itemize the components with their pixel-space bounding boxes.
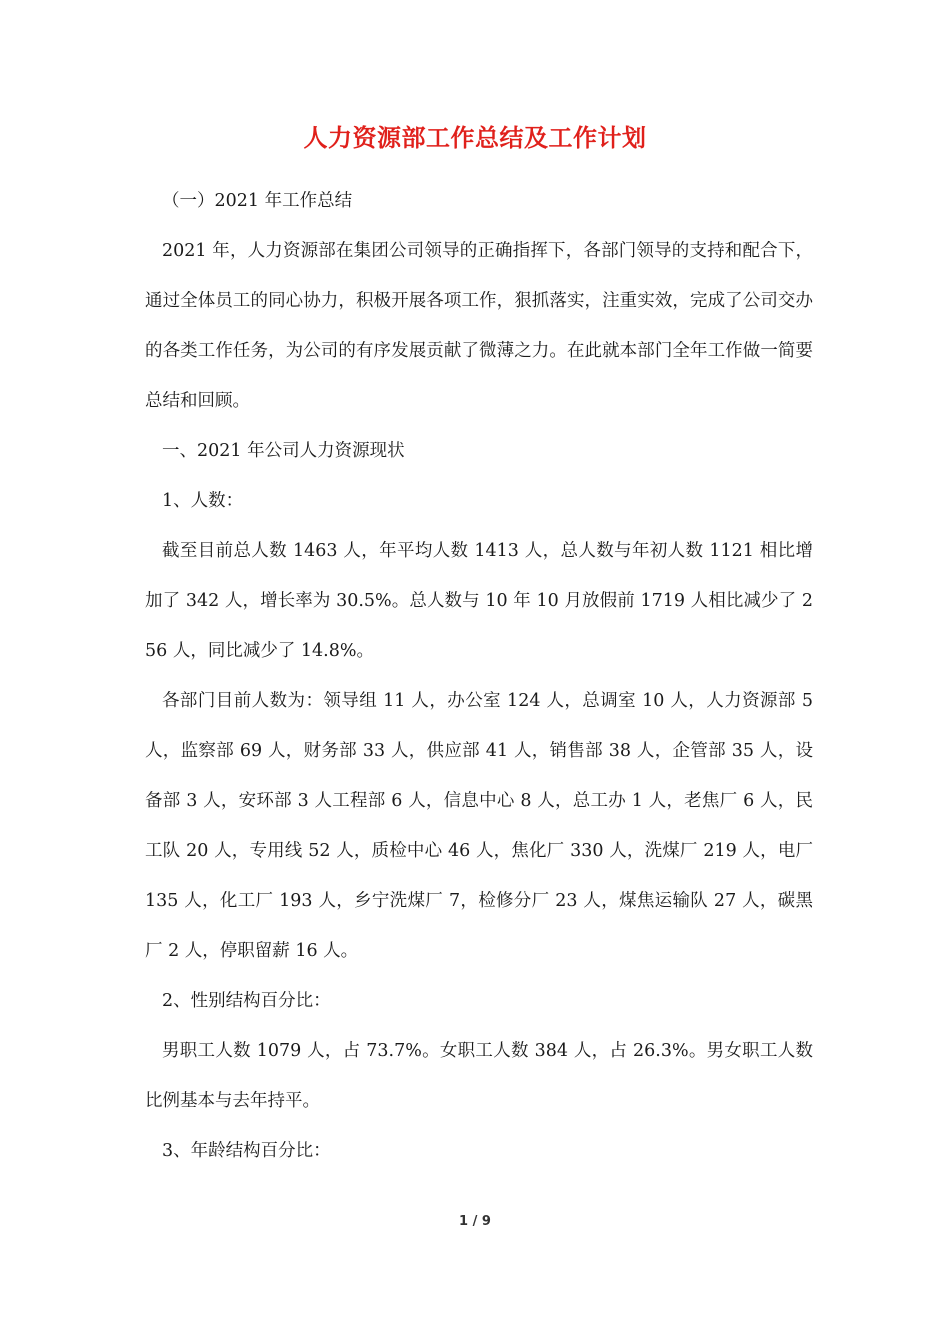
subheading-headcount: 1、人数： <box>162 491 244 511</box>
paragraph-headcount: 截至目前总人数 1463 人，年平均人数 1413 人，总人数与年初人数 1121 相比增加了 342 人，增长率为 30.5%。总人数与 10 年 10 月放假前 1719 人相比减少了 256 人，同比减少了 14.8%。 <box>145 541 813 661</box>
document-title: 人力资源部工作总结及工作计划 <box>303 124 647 152</box>
subheading-gender: 2、性别结构百分比： <box>162 991 331 1011</box>
paragraph-department-headcount: 各部门目前人数为：领导组 11 人，办公室 124 人，总调室 10 人，人力资源部 5 人，监察部 69 人，财务部 33 人，供应部 41 人，销售部 38 人，企管部 35 人，设备部 3 人，安环部 3 人工程部 6 人，信息中心 8 人，总工办 1 人，老焦厂 6 人，民工队 20 人，专用线 52 人，质检中心 46 人，焦化厂 330 人，洗煤厂 219 人，电厂 135 人，化工厂 193 人，乡宁洗煤厂 7，检修分厂 23 人，煤焦运输队 27 人，碳黑厂 2 人，停职留薪 16 人。 <box>145 691 813 961</box>
page-number: 1 / 9 <box>459 1214 491 1229</box>
document-body <box>145 176 813 1176</box>
paragraph-gender: 男职工人数 1079 人，占 73.7%。女职工人数 384 人，占 26.3%。男女职工人数比例基本与去年持平。 <box>145 1041 813 1111</box>
section-heading-hr-status: 一、2021 年公司人力资源现状 <box>162 441 405 461</box>
subheading-age: 3、年龄结构百分比： <box>162 1141 331 1161</box>
paragraph-intro: 2021 年，人力资源部在集团公司领导的正确指挥下，各部门领导的支持和配合下，通过全体员工的同心协力，积极开展各项工作，狠抓落实，注重实效，完成了公司交办的各类工作任务，为公司的有序发展贡献了微薄之力。在此就本部门全年工作做一简要总结和回顾。 <box>145 241 813 411</box>
section-heading-summary: （一）2021 年工作总结 <box>162 191 353 211</box>
